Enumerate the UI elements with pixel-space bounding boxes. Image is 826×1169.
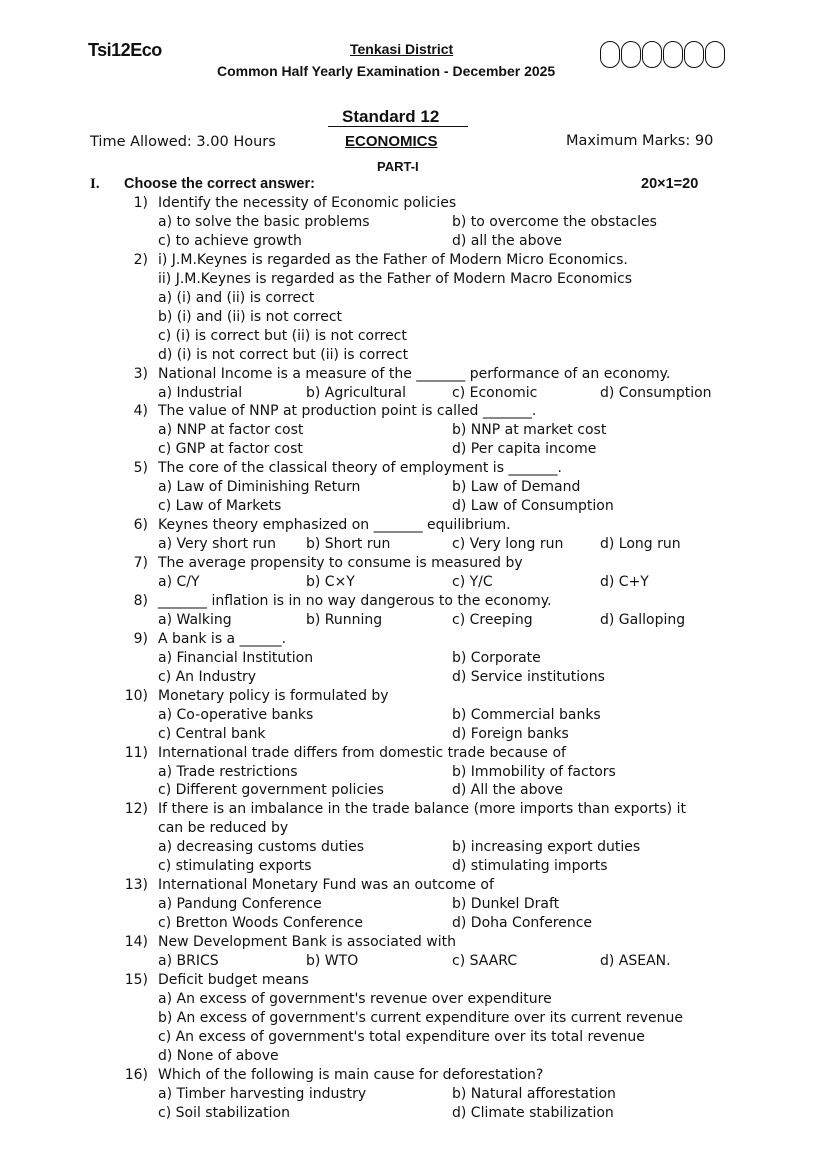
answer-option: a) Co-operative banks: [158, 706, 314, 723]
answer-option: c) (i) is correct but (ii) is not correct: [158, 327, 407, 344]
answer-option: a) C/Y: [158, 574, 200, 590]
answer-option: d) (i) is not correct but (ii) is correct: [158, 346, 409, 363]
subject-title: ECONOMICS: [345, 133, 438, 150]
question-text: Keynes theory emphasized on _______ equilibrium.: [158, 517, 511, 534]
answer-option: b) Running: [306, 611, 383, 628]
answer-option: a) Walking: [158, 611, 232, 628]
answer-option: d) Foreign banks: [452, 725, 569, 742]
register-box: [705, 41, 725, 68]
answer-option: c) Very long run: [452, 536, 564, 553]
answer-option: d) Law of Consumption: [452, 498, 614, 515]
question-number: 9): [133, 630, 148, 647]
question-number: 2): [133, 251, 148, 268]
answer-option: b) WTO: [306, 953, 359, 969]
question-number: 4): [133, 403, 148, 420]
answer-option: c) stimulating exports: [158, 858, 312, 875]
answer-option: c) Soil stabilization: [158, 1104, 290, 1121]
part-title: PART-I: [377, 159, 419, 174]
answer-option: d) Consumption: [600, 384, 712, 401]
answer-option: d) Long run: [600, 536, 681, 553]
answer-option: a) NNP at factor cost: [158, 422, 304, 439]
answer-option: d) Doha Conference: [452, 915, 593, 932]
answer-option: c) An excess of government's total expenditure over its total revenue: [158, 1028, 645, 1045]
section-number: I.: [90, 176, 100, 192]
question-number: 12): [124, 801, 148, 818]
question-text: New Development Bank is associated with: [158, 934, 456, 951]
question-text: _______ inflation is in no way dangerous to the economy.: [158, 592, 552, 609]
answer-option: d) Per capita income: [452, 441, 597, 458]
answer-option: b) Corporate: [452, 649, 541, 666]
answer-option: c) Y/C: [452, 574, 493, 590]
question-text: i) J.M.Keynes is regarded as the Father of Modern Micro Economics.: [158, 251, 628, 268]
section-marks: 20×1=20: [641, 176, 699, 192]
answer-option: c) Central bank: [158, 725, 266, 742]
question-number: 5): [133, 460, 148, 477]
question-text: A bank is a ______.: [158, 630, 287, 647]
question-text: International trade differs from domestic trade because of: [158, 744, 566, 761]
answer-option: d) None of above: [158, 1047, 279, 1064]
answer-option: b) Law of Demand: [452, 479, 581, 496]
time-allowed: Time Allowed: 3.00 Hours: [90, 134, 276, 150]
answer-option: b) Short run: [306, 536, 391, 553]
question-text: The average propensity to consume is measured by: [158, 555, 523, 572]
answer-option: b) Immobility of factors: [452, 763, 616, 780]
answer-option: a) Trade restrictions: [158, 763, 298, 780]
question-text: Monetary policy is formulated by: [158, 687, 389, 704]
answer-option: c) GNP at factor cost: [158, 441, 303, 458]
standard-title: Standard 12: [342, 107, 440, 126]
exam-title: Common Half Yearly Examination - December 2025: [217, 63, 556, 79]
question-text: can be reduced by: [158, 820, 289, 837]
answer-option: c) to achieve growth: [158, 232, 302, 249]
question-text: Identify the necessity of Economic policies: [158, 195, 457, 211]
answer-option: a) Very short run: [158, 536, 277, 553]
answer-option: a) Industrial: [158, 384, 243, 401]
answer-option: d) Service institutions: [452, 668, 605, 685]
question-text: Deficit budget means: [158, 971, 309, 988]
answer-option: d) all the above: [452, 232, 562, 249]
answer-option: d) Climate stabilization: [452, 1104, 614, 1121]
register-box: [642, 41, 662, 68]
answer-option: a) (i) and (ii) is correct: [158, 289, 315, 306]
answer-option: a) Pandung Conference: [158, 896, 322, 913]
register-box: [663, 41, 683, 68]
question-number: 1): [133, 195, 148, 211]
question-number: 6): [133, 517, 148, 534]
answer-option: c) Bretton Woods Conference: [158, 915, 363, 932]
question-number: 11): [124, 744, 148, 761]
answer-option: c) An Industry: [158, 668, 257, 685]
paper-code: Tsi12Eco: [88, 40, 162, 60]
answer-option: b) Dunkel Draft: [452, 896, 560, 913]
question-number: 8): [133, 592, 148, 609]
answer-option: c) SAARC: [452, 953, 518, 969]
register-box: [621, 41, 641, 68]
answer-option: b) Natural afforestation: [452, 1085, 616, 1102]
question-number: 7): [133, 555, 148, 572]
answer-option: c) Different government policies: [158, 782, 384, 799]
question-number: 10): [124, 687, 148, 704]
question-text: International Monetary Fund was an outcome of: [158, 877, 494, 894]
section-title: Choose the correct answer:: [124, 176, 315, 192]
question-number: 14): [124, 934, 148, 951]
answer-option: b) NNP at market cost: [452, 422, 607, 439]
question-number: 16): [124, 1066, 148, 1083]
question-text: Which of the following is main cause for deforestation?: [158, 1066, 544, 1083]
answer-option: b) (i) and (ii) is not correct: [158, 308, 343, 325]
answer-option: a) Financial Institution: [158, 649, 314, 666]
answer-option: a) An excess of government's revenue over expenditure: [158, 990, 552, 1007]
standard-underline: [328, 126, 468, 127]
answer-option: b) increasing export duties: [452, 839, 641, 856]
answer-option: c) Creeping: [452, 611, 533, 628]
answer-option: d) Galloping: [600, 611, 686, 628]
question-number: 3): [133, 365, 148, 382]
answer-option: a) decreasing customs duties: [158, 839, 365, 856]
answer-option: a) BRICS: [158, 953, 219, 969]
district-title: Tenkasi District: [350, 41, 454, 57]
answer-option: a) Law of Diminishing Return: [158, 479, 361, 496]
question-text: ii) J.M.Keynes is regarded as the Father of Modern Macro Economics: [158, 270, 633, 287]
answer-option: b) to overcome the obstacles: [452, 213, 657, 230]
answer-option: d) ASEAN.: [600, 953, 671, 969]
register-box: [684, 41, 704, 68]
answer-option: c) Law of Markets: [158, 498, 282, 515]
question-number: 13): [124, 877, 148, 894]
question-text: The value of NNP at production point is called _______.: [158, 403, 537, 420]
question-text: If there is an imbalance in the trade balance (more imports than exports) it: [158, 801, 686, 818]
answer-option: b) C×Y: [306, 574, 355, 590]
answer-option: d) All the above: [452, 782, 563, 799]
register-number-boxes: [600, 41, 726, 68]
question-text: The core of the classical theory of employment is _______.: [158, 460, 562, 477]
question-text: National Income is a measure of the _______ performance of an economy.: [158, 365, 671, 382]
answer-option: d) C+Y: [600, 574, 649, 590]
question-number: 15): [124, 971, 148, 988]
answer-option: a) to solve the basic problems: [158, 213, 370, 230]
answer-option: d) stimulating imports: [452, 858, 608, 875]
maximum-marks: Maximum Marks: 90: [566, 133, 714, 149]
answer-option: b) Agricultural: [306, 384, 406, 401]
answer-option: b) Commercial banks: [452, 706, 601, 723]
answer-option: a) Timber harvesting industry: [158, 1085, 367, 1102]
answer-option: b) An excess of government's current expenditure over its current revenue: [158, 1009, 684, 1026]
register-box: [600, 41, 620, 68]
answer-option: c) Economic: [452, 384, 538, 401]
